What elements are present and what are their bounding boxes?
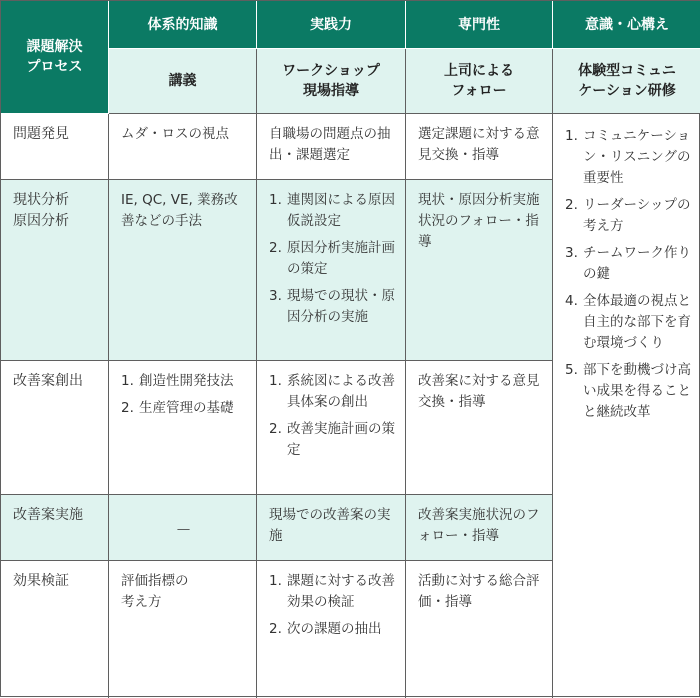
list-item: 5. 部下を動機づけ高い成果を得ることと継続改革 [565,362,691,420]
expertise-cell: 改善案に対する意見交換・指導 [406,361,553,495]
method-header-training: 体験型コミュニ ケーション研修 [553,49,700,114]
knowledge-cell: 評価指標の 考え方 [109,561,257,698]
stage-cell: 改善案実施 [1,495,109,561]
stage-cell: 問題発見 [1,114,109,180]
process-header: 課題解決 プロセス [1,1,109,114]
category-header-mindset: 意識・心構え [553,1,700,49]
list-item: 1. 系統図による改善具体案の創出 [269,373,395,410]
knowledge-cell-empty: — [109,495,257,561]
practice-list [269,371,395,461]
list-item: 1. コミュニケーション・リスニングの重要性 [565,128,691,186]
category-header-practice: 実践力 [257,1,406,49]
practice-cell [257,561,406,698]
mindset-list [565,126,691,423]
expertise-cell: 活動に対する総合評価・指導 [406,561,553,698]
expertise-cell: 改善案実施状況のフォロー・指導 [406,495,553,561]
list-item: 4. 全体最適の視点と自主的な部下を育む環境づくり [565,293,691,351]
expertise-cell: 現状・原因分析実施状況のフォロー・指導 [406,180,553,361]
method-header-lecture: 講義 [109,49,257,114]
practice-list [269,571,395,640]
list-item: 1. 連関図による原因仮説設定 [269,192,395,229]
knowledge-list [121,371,246,419]
practice-cell: 現場での改善案の実施 [257,495,406,561]
list-item: 2. 改善実施計画の策定 [269,421,395,458]
category-header-knowledge: 体系的知識 [109,1,257,49]
knowledge-cell: ムダ・ロスの視点 [109,114,257,180]
method-header-followup: 上司による フォロー [406,49,553,114]
stage-cell: 現状分析 原因分析 [1,180,109,361]
stage-cell: 改善案創出 [1,361,109,495]
practice-cell [257,180,406,361]
list-item: 2. 次の課題の抽出 [269,621,382,637]
practice-cell: 自職場の問題点の抽出・課題選定 [257,114,406,180]
knowledge-cell [109,361,257,495]
practice-cell [257,361,406,495]
method-header-workshop: ワークショップ 現場指導 [257,49,406,114]
list-item: 2. リーダーシップの考え方 [565,197,691,234]
practice-list [269,190,395,328]
list-item: 3. 現場での現状・原因分析の実施 [269,288,395,325]
expertise-cell: 選定課題に対する意見交換・指導 [406,114,553,180]
list-item: 1. 課題に対する改善効果の検証 [269,573,395,610]
list-item: 1. 創造性開発技法 [121,373,234,389]
list-item: 3. チームワーク作りの鍵 [565,245,691,282]
mindset-cell [553,114,700,698]
list-item: 2. 生産管理の基礎 [121,400,234,416]
category-header-expertise: 専門性 [406,1,553,49]
list-item: 2. 原因分析実施計画の策定 [269,240,395,277]
knowledge-cell: IE, QC, VE, 業務改善などの手法 [109,180,257,361]
stage-cell: 効果検証 [1,561,109,698]
